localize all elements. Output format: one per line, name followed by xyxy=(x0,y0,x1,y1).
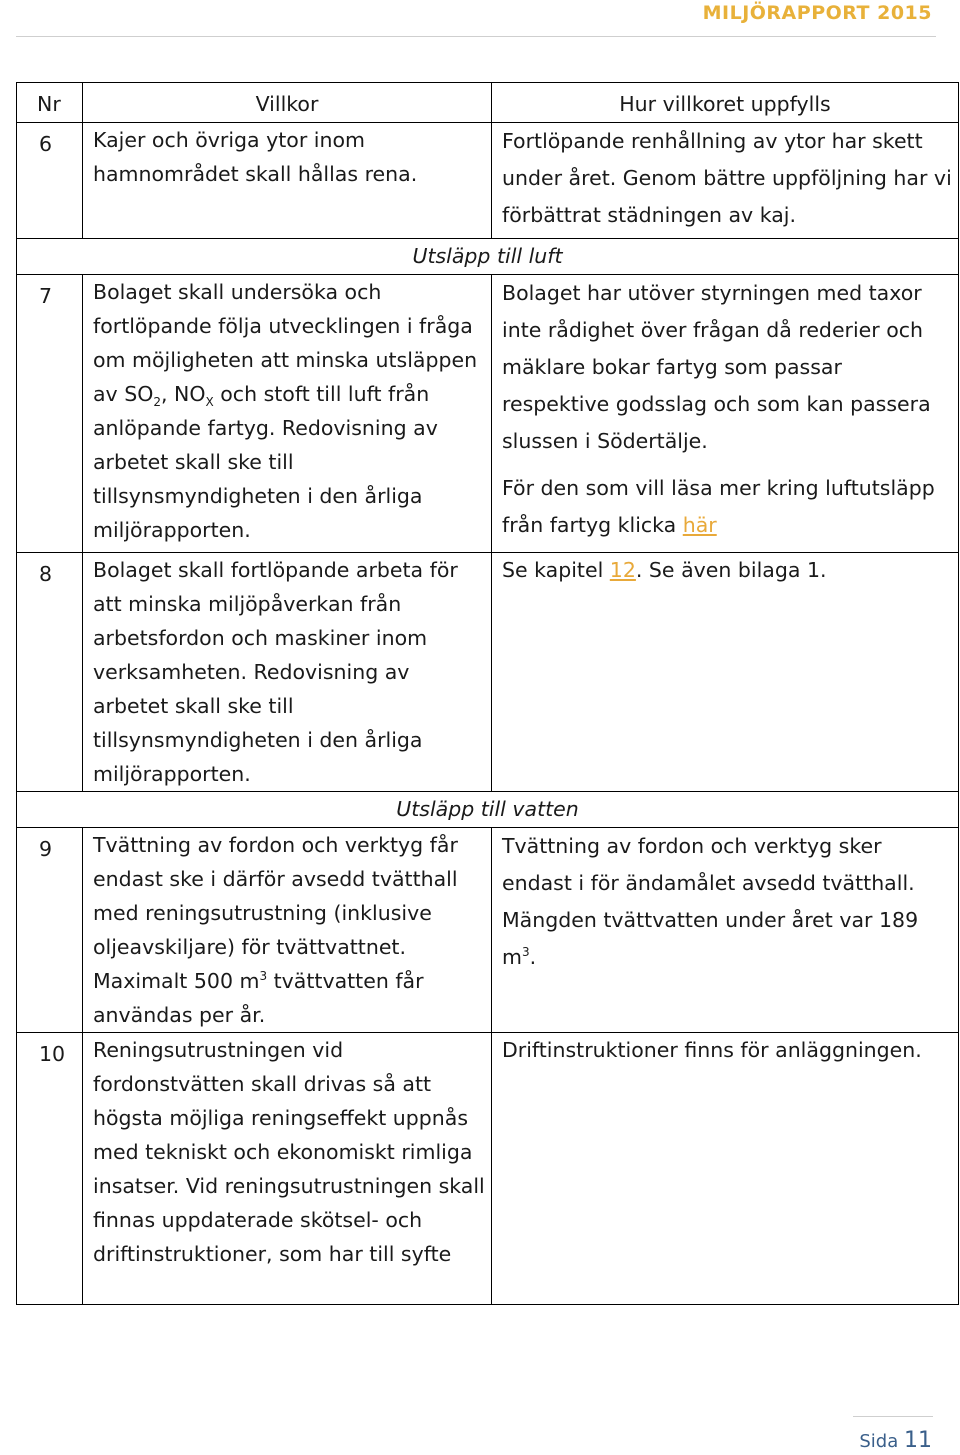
header-divider xyxy=(16,36,936,37)
document-header-title: MILJÖRAPPORT 2015 xyxy=(702,2,932,24)
fulfilled-part: . Se även bilaga 1. xyxy=(635,558,827,582)
page-footer xyxy=(859,1428,932,1453)
condition-part: Bolaget skall undersöka och fortlöpande följa utvecklingen i fråga om möjligheten att minska utsläppen av SO xyxy=(93,280,478,406)
page-number: 11 xyxy=(904,1428,932,1453)
condition-part: tvättvatten får användas per år. xyxy=(93,969,424,1027)
condition-part: och stoft till luft från anlöpande fartyg. Redovisning av arbetet skall ske till tillsynsmyndigheten i den årliga miljörapporten. xyxy=(93,382,438,542)
row-number: 6 xyxy=(17,123,83,239)
conditions-table xyxy=(16,82,959,1305)
condition-text: Kajer och övriga ytor inom hamnområdet skall hållas rena. xyxy=(83,123,492,239)
fulfilled-part: Se kapitel xyxy=(502,558,610,582)
fulfilled-paragraph xyxy=(502,828,952,976)
subscript: X xyxy=(205,395,214,410)
footer-divider xyxy=(853,1416,933,1417)
column-header-condition: Villkor xyxy=(83,83,492,123)
fulfilled-text: Driftinstruktioner finns för anläggningen. xyxy=(492,1033,959,1305)
table-header-row xyxy=(17,83,959,123)
fulfilled-text xyxy=(492,828,959,1033)
table-row xyxy=(17,828,959,1033)
air-emissions-link[interactable]: här xyxy=(682,513,717,537)
fulfilled-paragraph: Fortlöpande renhållning av ytor har skett under året. Genom bättre uppföljning har vi förbättrat städningen av kaj. xyxy=(502,129,952,227)
condition-part: , NO xyxy=(161,382,206,406)
section-row-water xyxy=(17,792,959,828)
fulfilled-text xyxy=(492,275,959,553)
row-number: 10 xyxy=(17,1033,83,1305)
fulfilled-paragraph xyxy=(502,470,952,544)
superscript: 3 xyxy=(259,969,268,984)
section-title-water: Utsläpp till vatten xyxy=(17,792,959,828)
condition-text: Bolaget skall fortlöpande arbeta för att minska miljöpåverkan från arbetsfordon och maskiner inom verksamheten. Redovisning av arbetet skall ske till tillsynsmyndigheten i den årliga miljörapporten. xyxy=(83,553,492,792)
row-number: 7 xyxy=(17,275,83,553)
page-label: Sida xyxy=(859,1431,899,1452)
table-row xyxy=(17,1033,959,1305)
fulfilled-part: . xyxy=(529,945,537,969)
fulfilled-part: Tvättning av fordon och verktyg sker endast i för ändamålet avsedd tvätthall. Mängden tvättvatten under året var 189 m xyxy=(502,834,919,969)
condition-part: Tvättning av fordon och verktyg får endast ske i därför avsedd tvätthall med reningsutrustning (inklusive oljeavskiljare) för tvättvattnet. Maximalt 500 m xyxy=(93,833,458,993)
fulfilled-part: För den som vill läsa mer kring luftutsläpp från fartyg klicka xyxy=(502,476,935,537)
row-number: 8 xyxy=(17,553,83,792)
table-row xyxy=(17,553,959,792)
section-title-air: Utsläpp till luft xyxy=(17,239,959,275)
fulfilled-text xyxy=(492,553,959,792)
fulfilled-paragraph: Bolaget har utöver styrningen med taxor inte rådighet över frågan då rederier och mäklare bokar fartyg som passar respektive godsslag och som kan passera slussen i Södertälje. xyxy=(502,281,931,453)
condition-text: Reningsutrustningen vid fordonstvätten skall drivas så att högsta möjliga reningseffekt uppnås med tekniskt och ekonomiskt rimliga insatser. Vid reningsutrustningen skall finnas uppdaterade skötsel- och driftinstruktioner, som har till syfte xyxy=(83,1033,492,1305)
column-header-fulfilled: Hur villkoret uppfylls xyxy=(492,83,959,123)
table-row xyxy=(17,123,959,239)
row-number: 9 xyxy=(17,828,83,1033)
condition-text xyxy=(83,828,492,1033)
table-row xyxy=(17,275,959,553)
condition-text xyxy=(83,275,492,553)
superscript: 3 xyxy=(521,945,530,960)
column-header-nr: Nr xyxy=(17,83,83,123)
section-row-air xyxy=(17,239,959,275)
subscript: 2 xyxy=(153,395,161,410)
fulfilled-text xyxy=(492,123,959,239)
chapter-link[interactable]: 12 xyxy=(609,558,636,582)
